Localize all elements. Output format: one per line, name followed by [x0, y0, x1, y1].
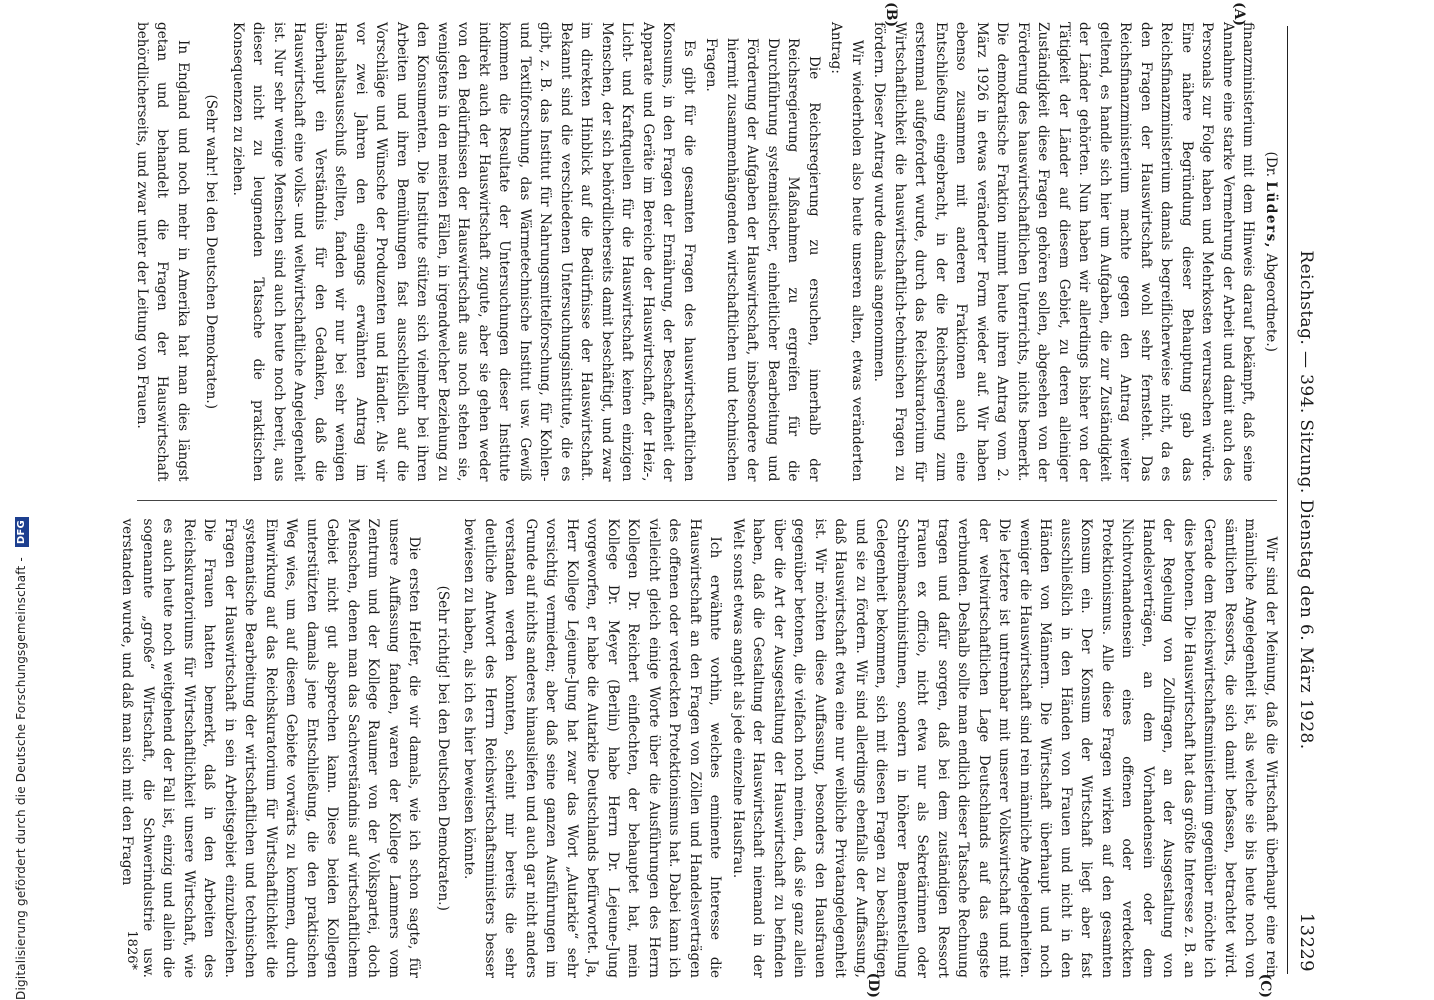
speaker-suffix: Abgeordnete.): [1263, 253, 1279, 352]
page-header: [1288, 22, 1324, 978]
paragraph: Die Reichsregierung zu ersuchen, innerhalb der Reichsregierung Maßnahmen zu ergreifen für die Durchführung systematischer, einheitlicher Bearbeitung und Förderung der Aufgaben der Hauswirtschaft, insbesondere der hiermit zusammenhängenden wirtschaftlichen und technischen Fragen.: [703, 38, 822, 482]
margin-marker-d: (D): [865, 972, 881, 998]
speaker-prefix: (Dr.: [1263, 151, 1279, 178]
text-columns: [119, 2, 1281, 998]
credit-text: Digitalisierung gefördert durch die Deutsche Forschungsgemeinschaft -: [14, 557, 28, 1000]
paragraph: In England und noch mehr in Amerika hat man dies längst getan und behandelt die Fragen der Hauswirtschaft behördlicherseits, und zwar unter der Leitung von Frauen.: [134, 22, 191, 482]
print-signature: 1826*: [124, 930, 140, 970]
scanned-page: [112, 0, 1342, 1000]
margin-marker-c: (C): [1257, 973, 1273, 998]
running-title: Reichstag. — 394. Sitzung. Dienstag den 6. März 1928.: [1296, 250, 1316, 750]
column-divider: [137, 500, 1277, 501]
speaker-line: [1261, 22, 1282, 482]
page-number: 13229: [1296, 912, 1317, 972]
paragraph: finanzministerium mit dem Hinweis darauf bekämpft, daß seine Annahme eine starke Vermehrung der Arbeit und damit auch des Personals zur Folge haben und Mehrkosten verursachen würde. Eine nähere Begründung dieser Behauptung gab das Reichsfinanzministerium damals begreiflicherweise nicht, da es den Fragen der Hauswirtschaft wohl sehr fernsteht. Das Reichsfinanzministerium machte gegen den Antrag weiter geltend, es handle sich hier um Aufgaben, die zur Zuständigkeit der Länder gehörten. Nun haben wir allerdings bisher von der Tätigkeit der Länder auf diesem Gebiet, zu deren alleiniger Zuständigkeit diese Fragen gehören sollen, abgesehen von der Förderung des hauswirtschaftlichen Unterrichts, nichts bemerkt. Die demokratische Fraktion nimmt heute ihren Antrag vom 2. März 1926 in etwas veränderter Form wieder auf. Wir haben ebenso zusammen mit anderen Fraktionen auch eine Entschließung eingebracht, in der die Reichsregierung zum erstenmal aufgefordert wurde, durch das Reichskuratorium für Wirtschaftlichkeit die hauswirtschaftlich-technischen Fragen zu fördern. Dieser Antrag wurde damals angenommen.: [871, 22, 1257, 482]
margin-marker-b: (B): [883, 2, 899, 28]
paragraph: Ich erwähnte vorhin, welches eminente Interesse die Hauswirtschaft an den Fragen von Zöllen und Handelsverträgen des offenen oder verdeckten Protektionismus hat. Dabei kann ich vielleicht gleich einige Worte über die Ausführungen des Herrn Kollegen Dr. Reichert einflechten, der behauptet hat, mein Kollege Dr. Meyer (Berlin) habe Herrn Dr. Lejeune-Jung vorgeworfen, er habe die Autarkie Deutschlands befürwortet. Ja, Herr Kollege Lejeune-Jung hat zwar das Wort „Autarkie“ sehr vorsichtig vermieden; aber daß seine ganzen Ausführungen im Grunde auf nichts anderes hinausliefen und auch gar nicht anders verstanden werden konnten, scheint mir bereits die sehr deutliche Antwort des Herrn Reichswirtschaftsministers besser bewiesen zu haben, als ich es hier beweisen könnte.: [461, 518, 724, 978]
paragraph: Wir wiederholen also heute unseren alten, etwas veränderten Antrag:: [828, 22, 865, 482]
paragraph: Es gibt für die gesamten Fragen des hauswirtschaftlichen Konsums, in den Fragen der Ernährung, der Beschaffenheit der Apparate und Geräte im Bereiche der Hauswirtschaft, der Heiz-, Licht- und Kraftquellen für die Hauswirtschaft keinen einzigen Menschen, der sich behördlicherseits damit beschäftigt, und zwar im direkten Hinblick auf die Bedürfnisse der Hauswirtschaft. Bekannt sind die verschiedenen Untersuchungsinstitute, die es gibt, z. B. das Institut für Nahrungsmittelforschung, für Kohlen- und Textilforschung, das Wärmetechnische Institut usw. Gewiß kommen die Resultate der Untersuchungen dieser Institute indirekt auch der Hauswirtschaft zugute, aber sie gehen weder von den Bedürfnissen der Hauswirtschaft aus noch stehen sie, wenigstens in den meisten Fällen, in irgendwelcher Beziehung zu den Konsumenten. Die Institute stützen sich vielmehr bei ihren Arbeiten und ihren Bemühungen fast ausschließlich auf die Vorschläge und Wünsche der Produzenten und Händler. Als wir vor zwei Jahren den eingangs erwähnten Antrag im Haushaltsausschuß stellten, fanden wir nur bei sehr wenigen überhaupt ein Verständnis für den Gedanken, daß die Hauswirtschaft eine volks- und weltwirtschaftliche Angelegenheit ist. Nur sehr wenige Menschen sind auch heute noch bereit, aus dieser nicht zu leugnenden Tatsache die praktischen Konsequenzen zu ziehen.: [230, 22, 697, 482]
left-column: [131, 2, 1281, 482]
interjection: (Sehr richtig! bei den Deutschen Demokraten.): [435, 585, 451, 911]
digitization-credit: [14, 517, 29, 1000]
sidebar: [0, 0, 28, 1000]
dfg-logo: DFG: [15, 517, 29, 547]
paragraph: Die ersten Helfer, die wir damals, wie ich schon sagte, für unsere Auffassung fanden, waren der Kollege Lammers vom Zentrum und der Kollege Raumer von der Volkspartei, doch Menschen, denen man das Sachverständnis auf wirtschaftlichem Gebiet nicht gut absprechen kann. Diese beiden Kollegen unterstützten damals jene Entschließung, die den praktischen Weg wies, um auf diesem Gebiete vorwärts zu kommen, durch Einwirkung auf das Reichskuratorium für Wirtschaftlichkeit die systematische Bearbeitung der wirtschaftlichen und technischen Fragen der Hauswirtschaft in sein Arbeitsgebiet einzubeziehen. Die Frauen hatten bemerkt, daß in den Arbeiten des Reichskuratoriums für Wirtschaftlichkeit unsere Wirtschaft, wie es auch heute noch weitgehend der Fall ist, einzig und allein die sogenannte „große“ Wirtschaft, die Schwerindustrie usw. verstanden wurde, und daß man sich mit den Fragen: [119, 518, 423, 978]
margin-marker-a: (A): [1231, 2, 1247, 27]
speaker-name: Lüders,: [1263, 181, 1279, 250]
interjection: (Sehr wahr! bei den Deutschen Demokraten.): [203, 94, 220, 410]
page: [112, 0, 1342, 1000]
right-column: [119, 518, 1281, 998]
paragraph: Wir sind der Meinung, daß die Wirtschaft überhaupt eine rein männliche Angelegenheit ist, als welche sie bis heute noch von sämtlichen Ressorts, die sich damit befassen, betrachtet wird. Gerade dem Reichswirtschaftsministerium gegenüber möchte ich dies betonen. Die Hauswirtschaft hat das größte Interesse z. B. an der Regelung von Zollfragen, an der Ausgestaltung von Handelsverträgen, an dem Vorhandensein oder dem Nichtvorhandensein eines offenen oder verdeckten Protektionismus. Alle diese Fragen wirken auf den gesamten Konsum ein. Der Konsum der Wirtschaft liegt aber fast ausschließlich in den Händen von Frauen und nicht in den Händen von Männern. Die Wirtschaft überhaupt und noch weniger die Hauswirtschaft sind rein männliche Angelegenheiten. Die letztere ist untrennbar mit unserer Volkswirtschaft und mit der weltwirtschaftlichen Lage Deutschlands auf das engste verbunden. Deshalb sollte man endlich dieser Tatsache Rechnung tragen und dafür sorgen, daß bei dem zuständigen Ressort Frauen ex officio, nicht etwa nur als Sekretärinnen oder Schreibmaschinistinnen, sondern in höherer Beamtenstellung Gelegenheit bekommen, sich mit diesen Fragen zu beschäftigen und sie zu fördern. Wir sind allerdings ebenfalls der Auffassung, daß Hauswirtschaft etwa eine nur weibliche Privatangelegenheit ist. Wir möchten diese Auffassung, besonders den Hausfrauen gegenüber betonen, die vielfach noch meinen, daß sie ganz allein über die Art der Ausgestaltung der Hauswirtschaft zu befinden haben, daß die Gestaltung der Hauswirtschaft niemand in der Welt sonst etwas angeht als jede einzelne Hausfrau.: [730, 518, 1279, 978]
